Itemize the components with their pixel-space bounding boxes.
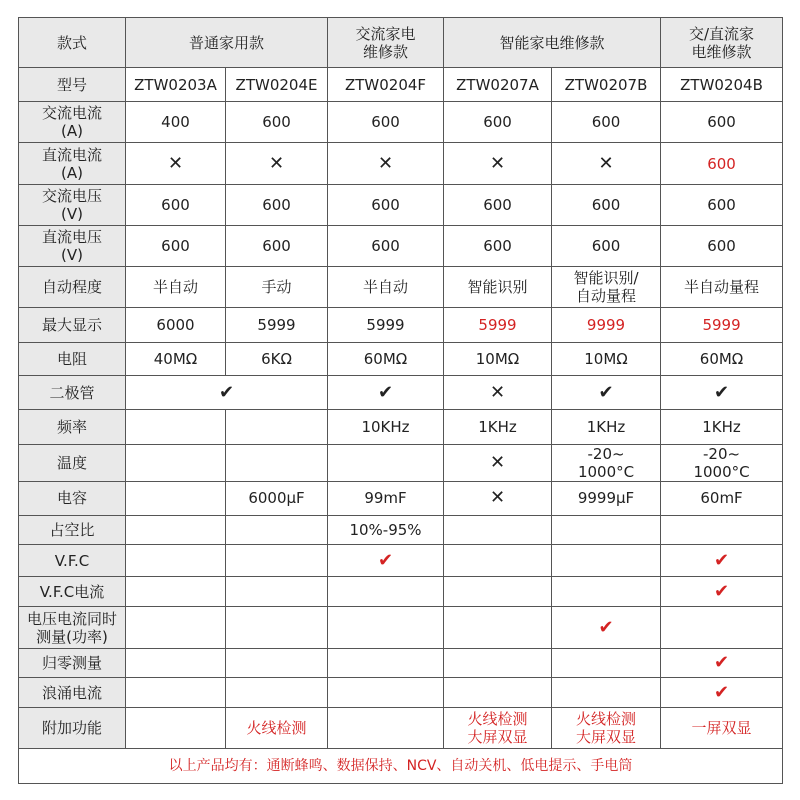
table-row (19, 225, 783, 266)
spec-cell: 5999 (661, 308, 783, 343)
spec-cell (328, 678, 444, 707)
spec-cell: 600 (226, 225, 328, 266)
spec-cell (328, 607, 444, 649)
spec-cell (126, 481, 226, 515)
spec-cell: ✕ (444, 376, 552, 410)
spec-cell: 600 (444, 225, 552, 266)
row-label: 自动程度 (19, 266, 126, 307)
model-cell: ZTW0204E (226, 68, 328, 102)
footer-note: 以上产品均有：通断蜂鸣、数据保持、NCV、自动关机、低电提示、手电筒 (19, 748, 783, 783)
spec-cell: 600 (552, 184, 661, 225)
spec-cell (552, 649, 661, 678)
spec-cell: 600 (444, 184, 552, 225)
spec-cell: ✕ (126, 143, 226, 184)
spec-cell: 智能识别 (444, 266, 552, 307)
table-row (19, 515, 783, 544)
spec-cell (661, 607, 783, 649)
spec-cell (226, 577, 328, 607)
group-header: 交流家电 维修款 (328, 18, 444, 68)
table-row (19, 102, 783, 143)
spec-cell: ✕ (226, 143, 328, 184)
row-label: 温度 (19, 444, 126, 481)
row-label: 附加功能 (19, 707, 126, 748)
spec-cell: 半自动量程 (661, 266, 783, 307)
spec-table (18, 17, 783, 784)
spec-cell: 600 (661, 143, 783, 184)
group-header: 智能家电维修款 (444, 18, 661, 68)
spec-cell: 600 (552, 102, 661, 143)
spec-cell: 9999μF (552, 481, 661, 515)
spec-cell: 40MΩ (126, 343, 226, 376)
row-label: 频率 (19, 410, 126, 444)
spec-cell: 600 (126, 184, 226, 225)
group-header: 交/直流家 电维修款 (661, 18, 783, 68)
row-label: 直流电流 (A) (19, 143, 126, 184)
row-label: 直流电压 (V) (19, 225, 126, 266)
spec-cell: ✔ (552, 376, 661, 410)
spec-cell: ✕ (552, 143, 661, 184)
spec-cell: 10KHz (328, 410, 444, 444)
spec-cell (226, 544, 328, 576)
table-row (19, 266, 783, 307)
row-label: 电阻 (19, 343, 126, 376)
spec-cell: 60MΩ (661, 343, 783, 376)
spec-cell: ✔ (661, 649, 783, 678)
spec-cell: 600 (661, 102, 783, 143)
table-row (19, 707, 783, 748)
row-label: 二极管 (19, 376, 126, 410)
spec-cell (444, 515, 552, 544)
spec-cell: 9999 (552, 308, 661, 343)
spec-cell: 火线检测 大屏双显 (552, 707, 661, 748)
table-row (19, 607, 783, 649)
table-row (19, 184, 783, 225)
spec-cell: 6KΩ (226, 343, 328, 376)
spec-cell (126, 649, 226, 678)
spec-cell: 600 (661, 225, 783, 266)
row-label: 占空比 (19, 515, 126, 544)
row-label: 浪涌电流 (19, 678, 126, 707)
spec-cell: 手动 (226, 266, 328, 307)
model-cell: ZTW0207B (552, 68, 661, 102)
spec-cell: 600 (328, 225, 444, 266)
table-row (19, 308, 783, 343)
spec-cell (328, 577, 444, 607)
spec-cell: 600 (444, 102, 552, 143)
spec-cell: 5999 (328, 308, 444, 343)
spec-cell (444, 678, 552, 707)
spec-cell: 600 (661, 184, 783, 225)
spec-cell: 智能识别/ 自动量程 (552, 266, 661, 307)
spec-cell (126, 577, 226, 607)
spec-cell (126, 410, 226, 444)
spec-cell: 600 (328, 102, 444, 143)
table-row (19, 343, 783, 376)
spec-cell: ✕ (444, 143, 552, 184)
spec-cell: ✕ (444, 444, 552, 481)
spec-cell (552, 678, 661, 707)
spec-cell (552, 515, 661, 544)
spec-cell: 火线检测 (226, 707, 328, 748)
spec-cell: 600 (552, 225, 661, 266)
spec-cell (552, 544, 661, 576)
table-row (19, 649, 783, 678)
spec-cell (444, 607, 552, 649)
spec-cell: 600 (126, 225, 226, 266)
spec-cell: 10MΩ (444, 343, 552, 376)
spec-cell: 10%-95% (328, 515, 444, 544)
spec-cell: 半自动 (126, 266, 226, 307)
table-row (19, 410, 783, 444)
spec-cell: ✔ (126, 376, 328, 410)
row-label: 电压电流同时 测量(功率) (19, 607, 126, 649)
spec-cell (552, 577, 661, 607)
model-cell: ZTW0203A (126, 68, 226, 102)
spec-cell (126, 515, 226, 544)
row-label: V.F.C电流 (19, 577, 126, 607)
spec-cell: 400 (126, 102, 226, 143)
spec-cell: 99mF (328, 481, 444, 515)
spec-cell: 60mF (661, 481, 783, 515)
spec-cell: ✔ (552, 607, 661, 649)
spec-cell: 600 (328, 184, 444, 225)
model-cell: ZTW0204B (661, 68, 783, 102)
spec-cell: 1KHz (661, 410, 783, 444)
spec-cell (226, 410, 328, 444)
table-row (19, 481, 783, 515)
spec-cell: 一屏双显 (661, 707, 783, 748)
spec-cell: 5999 (444, 308, 552, 343)
spec-cell: 60MΩ (328, 343, 444, 376)
spec-cell (226, 444, 328, 481)
table-row (19, 376, 783, 410)
spec-cell: 火线检测 大屏双显 (444, 707, 552, 748)
spec-cell: 半自动 (328, 266, 444, 307)
row-label: 最大显示 (19, 308, 126, 343)
spec-cell (444, 544, 552, 576)
spec-cell (226, 515, 328, 544)
spec-cell: 600 (226, 184, 328, 225)
spec-cell: ✔ (661, 376, 783, 410)
spec-cell (328, 707, 444, 748)
spec-cell: -20~ 1000°C (552, 444, 661, 481)
row-label: 交流电流 (A) (19, 102, 126, 143)
spec-cell (126, 607, 226, 649)
spec-cell: ✕ (328, 143, 444, 184)
spec-cell: 600 (226, 102, 328, 143)
spec-cell: 1KHz (444, 410, 552, 444)
spec-cell (126, 707, 226, 748)
row-label: 归零测量 (19, 649, 126, 678)
spec-cell (126, 544, 226, 576)
spec-cell: ✕ (444, 481, 552, 515)
table-row (19, 143, 783, 184)
spec-cell: ✔ (328, 376, 444, 410)
model-cell: ZTW0207A (444, 68, 552, 102)
spec-cell: 1KHz (552, 410, 661, 444)
spec-cell: ✔ (328, 544, 444, 576)
spec-cell: -20~ 1000°C (661, 444, 783, 481)
spec-cell (226, 678, 328, 707)
spec-cell (328, 649, 444, 678)
spec-cell (126, 678, 226, 707)
row-label: V.F.C (19, 544, 126, 576)
table-row (19, 678, 783, 707)
spec-cell (444, 649, 552, 678)
row-label: 交流电压 (V) (19, 184, 126, 225)
spec-cell: ✔ (661, 577, 783, 607)
spec-cell: ✔ (661, 544, 783, 576)
spec-cell: 5999 (226, 308, 328, 343)
spec-cell (226, 607, 328, 649)
row-label: 电容 (19, 481, 126, 515)
spec-cell: ✔ (661, 678, 783, 707)
table-row (19, 577, 783, 607)
group-header: 普通家用款 (126, 18, 328, 68)
table-row (19, 544, 783, 576)
model-cell: ZTW0204F (328, 68, 444, 102)
spec-cell (226, 649, 328, 678)
spec-cell: 6000 (126, 308, 226, 343)
spec-cell (444, 577, 552, 607)
spec-cell (661, 515, 783, 544)
spec-cell: 6000μF (226, 481, 328, 515)
style-header-label: 款式 (19, 18, 126, 68)
spec-cell (126, 444, 226, 481)
table-row (19, 444, 783, 481)
spec-cell (328, 444, 444, 481)
spec-cell: 10MΩ (552, 343, 661, 376)
model-label: 型号 (19, 68, 126, 102)
